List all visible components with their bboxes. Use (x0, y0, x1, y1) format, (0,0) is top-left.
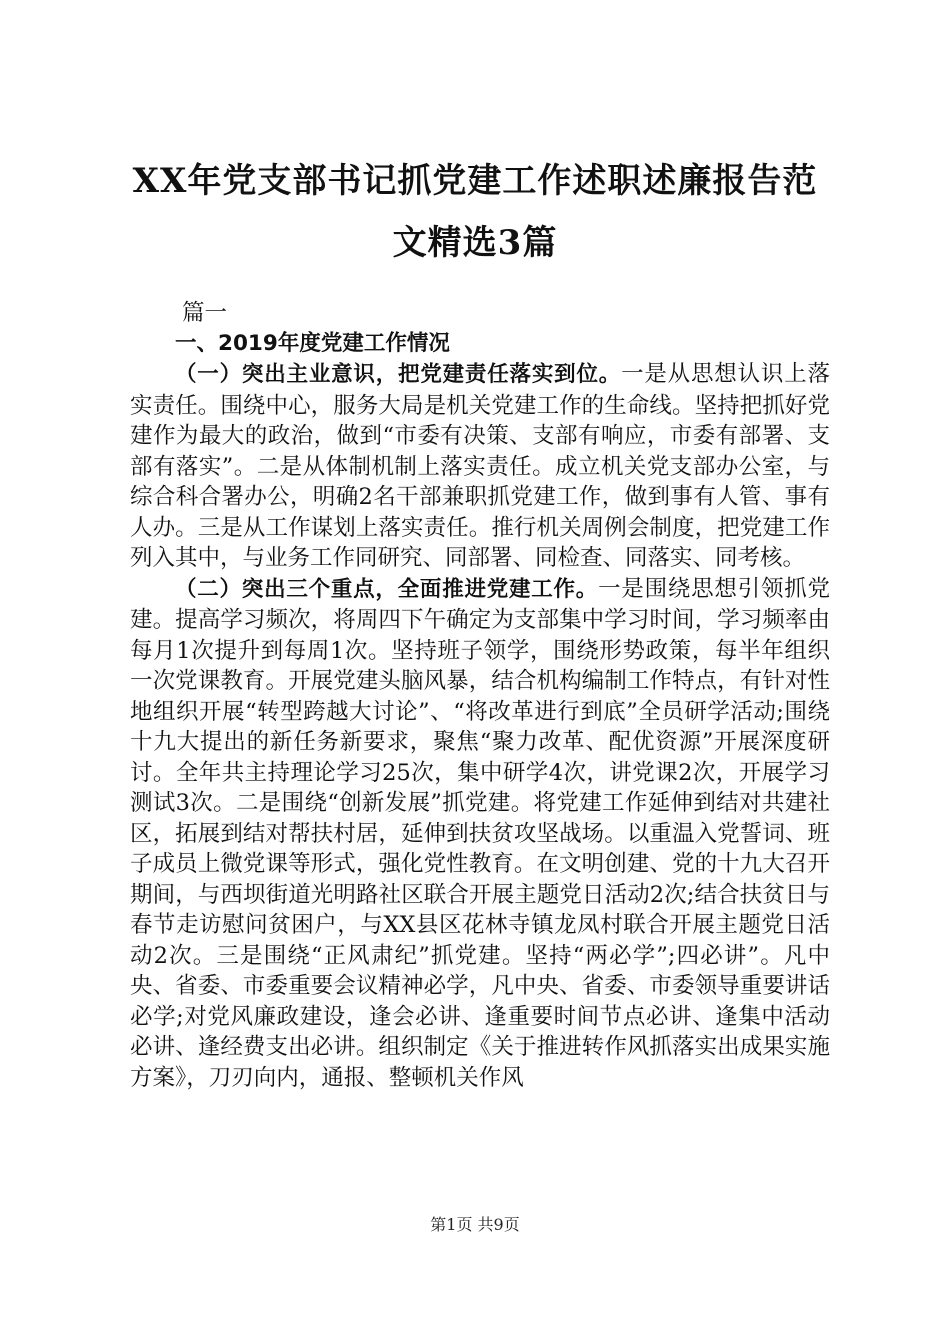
paragraph-1-text: 一是从思想认识上落实责任。围绕中心，服务大局是机关党建工作的生命线。坚持把抓好党建作为最大的政治，做到“市委有决策、支部有响应，市委有部署、支部有落实”。二是从体制机制上落实责任。成立机关党支部办公室，与综合科合署办公，明确2名干部兼职抓党建工作，做到事有人管、事有人办。三是从工作谋划上落实责任。推行机关周例会制度，把党建工作列入其中，与业务工作同研究、同部署、同检查、同落实、同考核。 (130, 361, 830, 571)
page-footer: 第1页 共9页 (430, 1215, 520, 1234)
paragraph-2 (130, 574, 830, 1094)
paragraph-1-lead: （一）突出主业意识，把党建责任落实到位。 (175, 362, 622, 387)
paragraph-2-lead: （二）突出三个重点，全面推进党建工作。 (175, 576, 599, 602)
document-title-line1: XX年党支部书记抓党建工作述职述廉报告范 (132, 161, 818, 201)
paragraph-1 (130, 359, 830, 574)
document-title-line2: 文精选3篇 (392, 223, 558, 263)
document-body (130, 298, 830, 1093)
part-label: 篇一 (182, 300, 228, 326)
paragraph-2-text: 一是围绕思想引领抓党建。提高学习频次，将周四下午确定为支部集中学习时间，学习频率由每月1次提升到每周1次。坚持班子领学，围绕形势政策，每半年组织一次党课教育。开展党建头脑风暴，结合机构编制工作特点，有针对性地组织开展“转型跨越大讨论”、“将改革进行到底”全员研学活动;围绕十九大提出的新任务新要求，聚焦“聚力改革、配优资源”开展深度研讨。全年共主持理论学习25次，集中研学4次，讲党课2次，开展学习测试3次。二是围绕“创新发展”抓党建。将党建工作延伸到结对共建社区，拓展到结对帮扶村居，延伸到扶贫攻坚战场。以重温入党誓词、班子成员上微党课等形式，强化党性教育。在文明创建、党的十九大召开期间，与西坝街道光明路社区联合开展主题党日活动2次;结合扶贫日与春节走访慰问贫困户，与XX县区花林寺镇龙凤村联合开展主题党日活动2次。三是围绕“正风肃纪”抓党建。坚持“两必学”;四必讲”。凡中央、省委、市委重要会议精神必学，凡中央、省委、市委领导重要讲话必学;对党风廉政建设，逢会必讲、逢重要时间节点必讲、逢集中活动必讲、逢经费支出必讲。组织制定《关于推进转作风抓落实出成果实施方案》，刀刃向内，通报、整顿机关作风 (130, 575, 830, 1091)
section-heading: 一、2019年度党建工作情况 (175, 330, 450, 356)
